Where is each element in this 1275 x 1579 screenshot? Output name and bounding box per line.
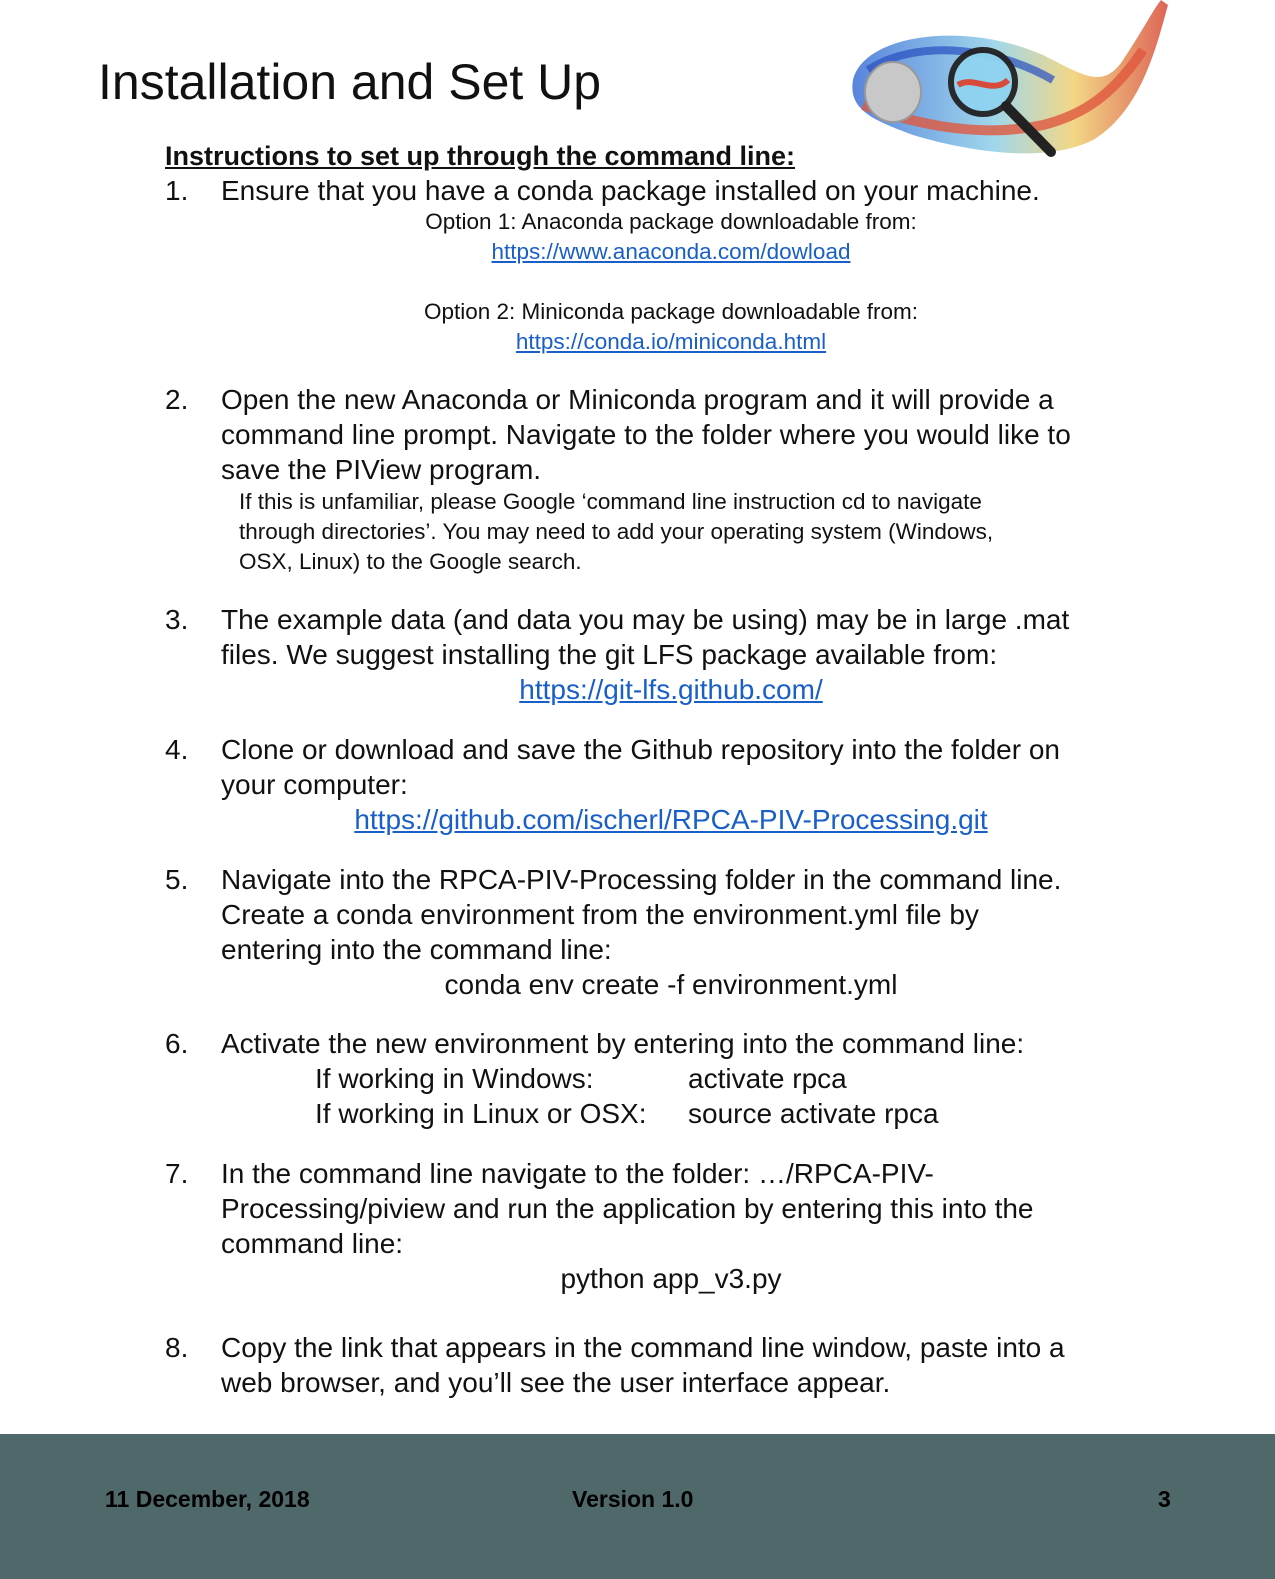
step-text: save the PIView program. xyxy=(221,454,542,485)
step-text: Copy the link that appears in the command line window, paste into a xyxy=(221,1332,1065,1363)
footer-version: Version 1.0 xyxy=(572,1486,694,1512)
step-number: 3. xyxy=(165,604,189,635)
step-text: entering into the command line: xyxy=(221,934,612,965)
step-number: 2. xyxy=(165,384,189,415)
step-number: 5. xyxy=(165,864,189,895)
step-text: command line: xyxy=(221,1228,404,1259)
option-2-text: Option 2: Miniconda package downloadable from: xyxy=(423,299,919,324)
footer-page-number: 3 xyxy=(1158,1486,1171,1512)
step-number: 1. xyxy=(165,175,189,206)
step-text: Activate the new environment by entering into the command line: xyxy=(221,1028,1025,1059)
footer-bar xyxy=(0,1434,1275,1579)
github-repo-link[interactable]: https://github.com/ischerl/RPCA-PIV-Processing.git xyxy=(354,804,988,835)
step-text: Navigate into the RPCA-PIV-Processing folder in the command line. xyxy=(221,864,1062,895)
anaconda-download-link[interactable]: https://www.anaconda.com/dowload xyxy=(491,239,851,264)
step-number: 7. xyxy=(165,1158,189,1189)
command-text: python app_v3.py xyxy=(560,1263,782,1294)
step-number: 4. xyxy=(165,734,189,765)
step-text: command line prompt. Navigate to the folder where you would like to xyxy=(221,419,1071,450)
page-title: Installation and Set Up xyxy=(98,54,602,110)
command-text: conda env create -f environment.yml xyxy=(444,969,898,1000)
step-number: 8. xyxy=(165,1332,189,1363)
step-text: web browser, and you’ll see the user interface appear. xyxy=(221,1367,891,1398)
step-text: Ensure that you have a conda package installed on your machine. xyxy=(221,175,1040,206)
step-note: If this is unfamiliar, please Google ‘command line instruction cd to navigate xyxy=(239,489,982,514)
step-text: The example data (and data you may be using) may be in large .mat xyxy=(221,604,1070,635)
option-1-text: Option 1: Anaconda package downloadable from: xyxy=(425,209,917,234)
step-text: your computer: xyxy=(221,769,408,800)
step-note: OSX, Linux) to the Google search. xyxy=(239,549,582,574)
instructions-heading: Instructions to set up through the command line: xyxy=(165,141,796,171)
step-text: Clone or download and save the Github repository into the folder on xyxy=(221,734,1060,765)
git-lfs-link[interactable]: https://git-lfs.github.com/ xyxy=(519,674,823,705)
footer-date: 11 December, 2018 xyxy=(105,1486,310,1512)
step-text: In the command line navigate to the folder: …/RPCA-PIV- xyxy=(221,1158,934,1189)
miniconda-download-link[interactable]: https://conda.io/miniconda.html xyxy=(515,329,827,354)
command-text: source activate rpca xyxy=(688,1098,939,1129)
step-text: Create a conda environment from the environment.yml file by xyxy=(221,899,979,930)
step-number: 6. xyxy=(165,1028,189,1059)
step-text: Processing/piview and run the application by entering this into the xyxy=(221,1193,1034,1224)
os-label: If working in Linux or OSX: xyxy=(315,1098,647,1129)
step-text: files. We suggest installing the git LFS package available from: xyxy=(221,639,998,670)
step-note: through directories’. You may need to add your operating system (Windows, xyxy=(239,519,994,544)
command-text: activate rpca xyxy=(688,1063,847,1094)
step-text: Open the new Anaconda or Miniconda program and it will provide a xyxy=(221,384,1054,415)
piview-logo-image xyxy=(843,0,1173,180)
os-label: If working in Windows: xyxy=(315,1063,594,1094)
